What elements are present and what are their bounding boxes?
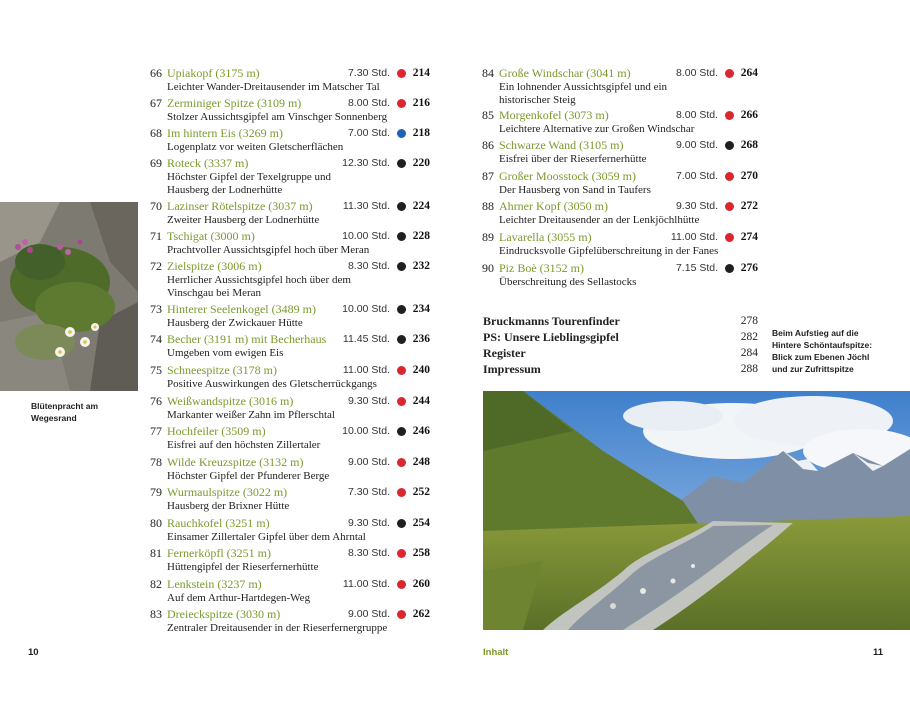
extra-page: 282 — [740, 331, 758, 343]
extra-page: 288 — [740, 363, 758, 375]
toc-entry[interactable] — [150, 96, 430, 124]
entry-duration: 11.45 Std. — [342, 333, 390, 345]
entry-duration: 11.00 Std. — [670, 231, 718, 243]
entry-number: 77 — [150, 424, 162, 438]
entry-page: 216 — [412, 97, 430, 109]
entry-page: 246 — [412, 425, 430, 437]
entry-description: Einsamer Zillertaler Gipfel über dem Ahrntal — [167, 531, 366, 543]
entry-title: Dreieckspitze (3030 m) — [167, 607, 281, 621]
toc-entry[interactable] — [150, 259, 430, 299]
entry-description: Hüttengipfel der Rieserfernerhütte — [167, 561, 319, 573]
entry-number: 83 — [150, 607, 162, 621]
entry-page: 260 — [412, 578, 430, 590]
entry-description: Eisfrei auf den höchsten Zillertaler — [167, 439, 321, 451]
entry-title: Hinterer Seelenkogel (3489 m) — [167, 302, 316, 316]
toc-entry[interactable] — [482, 230, 758, 258]
toc-extra-entry[interactable] — [483, 330, 758, 345]
toc-entry[interactable] — [150, 229, 430, 257]
caption-landscape: Beim Aufstieg auf die Hintere Schöntaufspitze: Blick zum Ebenen Jöchl und zur Zufrittspitze — [772, 328, 873, 374]
toc-entry[interactable] — [150, 199, 430, 227]
extra-label: Register — [483, 346, 526, 360]
entry-description: Ein lohnender Aussichtsgipfel und ein historischer Steig — [499, 81, 668, 106]
toc-entry[interactable] — [150, 66, 430, 94]
entry-number: 73 — [150, 302, 162, 316]
entry-title: Im hintern Eis (3269 m) — [167, 126, 283, 140]
difficulty-dot-icon — [397, 335, 406, 344]
entry-description: Hausberg der Brixner Hütte — [167, 500, 290, 512]
entry-page: 240 — [412, 364, 430, 376]
entry-title: Tschigat (3000 m) — [167, 229, 255, 243]
entry-page: 264 — [740, 67, 758, 79]
entry-title: Upiakopf (3175 m) — [167, 66, 260, 80]
entry-page: 244 — [412, 395, 430, 407]
entry-page: 236 — [412, 333, 430, 345]
entry-duration: 12.30 Std. — [342, 157, 390, 169]
difficulty-dot-icon — [725, 264, 734, 273]
entry-duration: 7.15 Std. — [675, 262, 718, 274]
caption-flower: Blütenpracht am Wegesrand — [31, 401, 99, 423]
entry-description: Prachtvoller Aussichtsgipfel hoch über Meran — [167, 244, 370, 256]
entry-duration: 7.00 Std. — [347, 127, 390, 139]
entry-duration: 9.30 Std. — [347, 395, 390, 407]
difficulty-dot-icon — [397, 580, 406, 589]
toc-entry[interactable] — [150, 455, 430, 483]
toc-entry[interactable] — [482, 199, 758, 227]
entry-title: Roteck (3337 m) — [167, 156, 249, 170]
entry-duration: 11.00 Std. — [342, 364, 390, 376]
toc-entry[interactable] — [482, 108, 758, 136]
entry-number: 68 — [150, 126, 162, 140]
entry-title: Große Windschar (3041 m) — [499, 66, 631, 80]
toc-entry[interactable] — [150, 363, 430, 391]
extra-label: PS: Unsere Lieblingsgipfel — [483, 330, 619, 344]
entry-description: Logenplatz vor weiten Gletscherflächen — [167, 141, 344, 153]
entry-description: Eindrucksvolle Gipfelüberschreitung in der Fanes — [499, 245, 719, 257]
entry-number: 85 — [482, 108, 494, 122]
entry-description: Höchster Gipfel der Texelgruppe und Hausberg der Lodnerhütte — [167, 171, 331, 196]
entry-page: 248 — [412, 456, 430, 468]
entry-number: 88 — [482, 199, 494, 213]
toc-entry[interactable] — [150, 485, 430, 513]
difficulty-dot-icon — [725, 69, 734, 78]
entry-page: 224 — [412, 200, 430, 212]
difficulty-dot-icon — [397, 202, 406, 211]
entry-title: Zielspitze (3006 m) — [167, 259, 262, 273]
toc-extra-entry[interactable] — [483, 362, 758, 377]
difficulty-dot-icon — [725, 202, 734, 211]
entry-description: Leichter Wander-Dreitausender im Matscher Tal — [167, 81, 380, 93]
entry-number: 79 — [150, 485, 162, 499]
difficulty-dot-icon — [725, 141, 734, 150]
toc-entry[interactable] — [150, 424, 430, 452]
entry-number: 87 — [482, 169, 494, 183]
toc-entry[interactable] — [150, 577, 430, 605]
entry-number: 72 — [150, 259, 162, 273]
entry-page: 266 — [740, 109, 758, 121]
entry-number: 75 — [150, 363, 162, 377]
entry-title: Zerminiger Spitze (3109 m) — [167, 96, 302, 110]
entry-duration: 8.30 Std. — [347, 260, 390, 272]
entry-duration: 7.00 Std. — [675, 170, 718, 182]
extra-page: 284 — [740, 347, 758, 359]
difficulty-dot-icon — [397, 262, 406, 271]
difficulty-dot-icon — [725, 172, 734, 181]
entry-title: Rauchkofel (3251 m) — [167, 516, 270, 530]
difficulty-dot-icon — [397, 129, 406, 138]
entry-description: Auf dem Arthur-Hartdegen-Weg — [167, 592, 311, 604]
entry-page: 252 — [412, 486, 430, 498]
entry-page: 272 — [740, 200, 758, 212]
entry-number: 86 — [482, 138, 494, 152]
entry-title: Lazinser Rötelspitze (3037 m) — [167, 199, 313, 213]
entry-page: 276 — [740, 262, 758, 274]
entry-duration: 10.00 Std. — [342, 425, 390, 437]
toc-entry[interactable] — [150, 126, 430, 154]
entry-description: Hausberg der Zwickauer Hütte — [167, 317, 303, 329]
difficulty-dot-icon — [397, 549, 406, 558]
toc-entry[interactable] — [150, 516, 430, 544]
entry-description: Herrlicher Aussichtsgipfel hoch über dem Vinschgau bei Meran — [167, 274, 351, 299]
entry-number: 66 — [150, 66, 162, 80]
entry-title: Lenkstein (3237 m) — [167, 577, 262, 591]
entry-page: 258 — [412, 547, 430, 559]
toc-entry[interactable] — [150, 156, 430, 196]
entry-title: Weißwandspitze (3016 m) — [167, 394, 294, 408]
entry-description: Eisfrei über der Rieserfernerhütte — [499, 153, 647, 165]
toc-entry[interactable] — [482, 261, 758, 289]
difficulty-dot-icon — [397, 610, 406, 619]
entry-number: 71 — [150, 229, 162, 243]
landscape-photo-illustration — [483, 391, 910, 630]
difficulty-dot-icon — [397, 159, 406, 168]
entry-title: Morgenkofel (3073 m) — [499, 108, 609, 122]
entry-duration: 11.00 Std. — [342, 578, 390, 590]
entry-description: Leichtere Alternative zur Großen Windschar — [499, 123, 695, 135]
toc-entry[interactable] — [150, 394, 430, 422]
difficulty-dot-icon — [725, 233, 734, 242]
page-number-right: 11 — [873, 647, 884, 658]
entry-description: Stolzer Aussichtsgipfel am Vinschger Sonnenberg — [167, 111, 388, 123]
entry-page: 268 — [740, 139, 758, 151]
entry-title: Fernerköpfl (3251 m) — [167, 546, 271, 560]
difficulty-dot-icon — [397, 519, 406, 528]
entry-number: 89 — [482, 230, 494, 244]
entry-title: Ahrner Kopf (3050 m) — [499, 199, 608, 213]
flower-photo — [0, 202, 138, 391]
entry-page: 234 — [412, 303, 430, 315]
entry-number: 69 — [150, 156, 162, 170]
entry-duration: 9.00 Std. — [675, 139, 718, 151]
entry-number: 70 — [150, 199, 162, 213]
toc-entry[interactable] — [150, 546, 430, 574]
difficulty-dot-icon — [397, 488, 406, 497]
difficulty-dot-icon — [397, 366, 406, 375]
entry-duration: 9.30 Std. — [347, 517, 390, 529]
entry-number: 81 — [150, 546, 162, 560]
entry-duration: 9.30 Std. — [675, 200, 718, 212]
entry-page: 228 — [412, 230, 430, 242]
entry-description: Der Hausberg von Sand in Taufers — [499, 184, 651, 196]
entry-description: Zentraler Dreitausender in der Rieserfernergruppe — [167, 622, 388, 634]
entry-description: Überschreitung des Sellastocks — [499, 276, 637, 288]
entry-description: Höchster Gipfel der Pfunderer Berge — [167, 470, 330, 482]
entry-duration: 8.00 Std. — [675, 67, 718, 79]
entry-title: Großer Moosstock (3059 m) — [499, 169, 636, 183]
entry-page: 270 — [740, 170, 758, 182]
entry-duration: 7.30 Std. — [347, 486, 390, 498]
entry-duration: 8.00 Std. — [675, 109, 718, 121]
difficulty-dot-icon — [397, 397, 406, 406]
difficulty-dot-icon — [397, 458, 406, 467]
entry-description: Markanter weißer Zahn im Pflerschtal — [167, 409, 335, 421]
extra-label: Bruckmanns Tourenfinder — [483, 314, 620, 328]
entry-title: Hochfeiler (3509 m) — [167, 424, 266, 438]
toc-entry[interactable] — [482, 138, 758, 166]
entry-page: 262 — [412, 608, 430, 620]
difficulty-dot-icon — [397, 305, 406, 314]
toc-entry[interactable] — [150, 332, 430, 360]
entry-title: Wilde Kreuzspitze (3132 m) — [167, 455, 304, 469]
entry-title: Becher (3191 m) mit Becherhaus — [167, 332, 327, 346]
entry-duration: 9.00 Std. — [347, 608, 390, 620]
entry-page: 232 — [412, 260, 430, 272]
entry-number: 78 — [150, 455, 162, 469]
entry-number: 90 — [482, 261, 494, 275]
difficulty-dot-icon — [725, 111, 734, 120]
entry-page: 214 — [412, 67, 430, 79]
entry-description: Umgeben vom ewigen Eis — [167, 347, 284, 359]
difficulty-dot-icon — [397, 69, 406, 78]
entry-number: 84 — [482, 66, 494, 80]
extra-label: Impressum — [483, 362, 541, 376]
entry-number: 80 — [150, 516, 162, 530]
entry-title: Piz Boè (3152 m) — [499, 261, 584, 275]
toc-entry[interactable] — [482, 169, 758, 197]
page-number-left: 10 — [28, 647, 39, 658]
entry-title: Wurmaulspitze (3022 m) — [167, 485, 288, 499]
entry-description: Positive Auswirkungen des Gletscherrückgangs — [167, 378, 377, 390]
toc-extra-entry[interactable] — [483, 346, 758, 361]
entry-number: 82 — [150, 577, 162, 591]
entry-duration: 10.00 Std. — [342, 303, 390, 315]
entry-title: Schneespitze (3178 m) — [167, 363, 277, 377]
entry-number: 76 — [150, 394, 162, 408]
toc-entry[interactable] — [482, 66, 758, 106]
entry-page: 254 — [412, 517, 430, 529]
entry-number: 67 — [150, 96, 162, 110]
entry-duration: 10.00 Std. — [342, 230, 390, 242]
entry-title: Schwarze Wand (3105 m) — [499, 138, 624, 152]
entry-page: 218 — [412, 127, 430, 139]
toc-extra-entry[interactable] — [483, 314, 758, 329]
entry-page: 274 — [740, 231, 758, 243]
flower-photo-illustration — [0, 202, 138, 391]
toc-entry[interactable] — [150, 607, 430, 635]
difficulty-dot-icon — [397, 232, 406, 241]
toc-entry[interactable] — [150, 302, 430, 330]
entry-description: Zweiter Hausberg der Lodnerhütte — [167, 214, 320, 226]
entry-duration: 8.00 Std. — [347, 97, 390, 109]
entry-description: Leichter Dreitausender an der Lenkjöchlhütte — [499, 214, 700, 226]
entry-page: 220 — [412, 157, 430, 169]
entry-duration: 11.30 Std. — [342, 200, 390, 212]
entry-number: 74 — [150, 332, 162, 346]
entry-duration: 9.00 Std. — [347, 456, 390, 468]
landscape-photo — [483, 391, 910, 630]
entry-duration: 7.30 Std. — [347, 67, 390, 79]
difficulty-dot-icon — [397, 427, 406, 436]
difficulty-dot-icon — [397, 99, 406, 108]
extra-page: 278 — [740, 315, 758, 327]
entry-title: Lavarella (3055 m) — [499, 230, 592, 244]
section-label: Inhalt — [483, 647, 509, 658]
entry-duration: 8.30 Std. — [347, 547, 390, 559]
